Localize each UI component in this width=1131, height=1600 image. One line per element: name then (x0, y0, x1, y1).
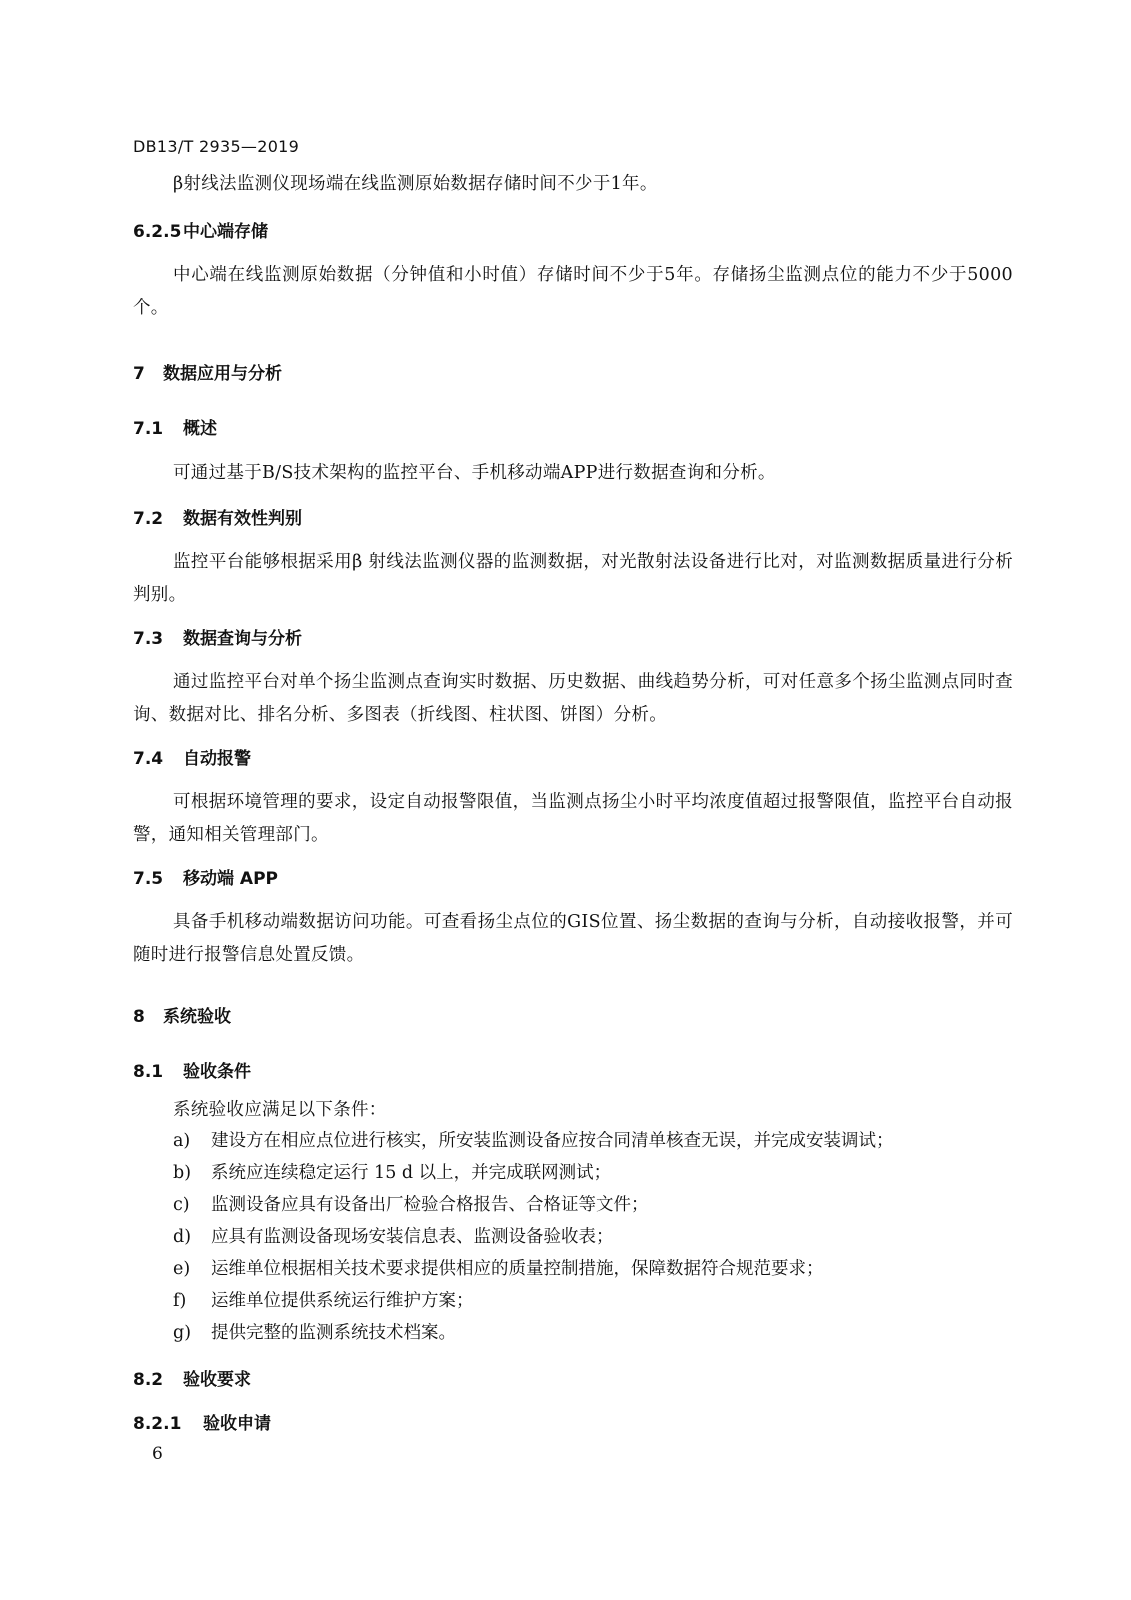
heading-6-2-5 (133, 217, 1013, 247)
paragraph-7-4: 可根据环境管理的要求，设定自动报警限值，当监测点扬尘小时平均浓度值超过报警限值，监控平台自动报警，通知相关管理部门。 (133, 792, 1013, 845)
heading-8-2-1 (133, 1409, 1013, 1439)
list-item (133, 1125, 1013, 1157)
heading-number: 7.2 (133, 509, 164, 529)
list-item (133, 1189, 1013, 1221)
list-item (133, 1317, 1013, 1349)
heading-7-5 (133, 864, 1013, 894)
heading-title: 中心端存储 (183, 222, 268, 242)
paragraph-7-3: 通过监控平台对单个扬尘监测点查询实时数据、历史数据、曲线趋势分析，可对任意多个扬尘监测点同时查询、数据对比、排名分析、多图表（折线图、柱状图、饼图）分析。 (133, 672, 1013, 725)
list-marker: f) (173, 1291, 187, 1311)
heading-8-1 (133, 1057, 1013, 1087)
list-text: 运维单位根据相关技术要求提供相应的质量控制措施，保障数据符合规范要求； (211, 1259, 824, 1279)
heading-number: 8 (133, 1007, 145, 1027)
list-marker: g) (173, 1323, 192, 1343)
paragraph-7-1: 可通过基于B/S技术架构的监控平台、手机移动端APP进行数据查询和分析。 (173, 463, 776, 483)
heading-number: 8.2 (133, 1370, 164, 1390)
heading-7-3 (133, 624, 1013, 654)
heading-title: 系统验收 (163, 1007, 231, 1027)
paragraph-center-storage: 中心端在线监测原始数据（分钟值和小时值）存储时间不少于5年。存储扬尘监测点位的能力不少于5000个。 (133, 265, 1013, 318)
heading-7-4 (133, 744, 1013, 774)
heading-number: 8.2.1 (133, 1414, 182, 1434)
heading-number: 7 (133, 364, 145, 384)
heading-title: 数据有效性判别 (183, 509, 302, 529)
paragraph-7-5: 具备手机移动端数据访问功能。可查看扬尘点位的GIS位置、扬尘数据的查询与分析，自动接收报警，并可随时进行报警信息处置反馈。 (133, 912, 1013, 965)
heading-title: 自动报警 (183, 749, 251, 769)
list-text: 运维单位提供系统运行维护方案； (211, 1291, 474, 1311)
heading-title: 验收要求 (183, 1370, 251, 1390)
document-body (133, 168, 1013, 1439)
list-text: 应具有监测设备现场安装信息表、监测设备验收表； (211, 1227, 614, 1247)
list-text: 提供完整的监测系统技术档案。 (211, 1323, 456, 1343)
list-marker: e) (173, 1259, 191, 1279)
heading-title: 验收申请 (203, 1414, 271, 1434)
heading-number: 8.1 (133, 1062, 164, 1082)
heading-title: 验收条件 (183, 1062, 251, 1082)
paragraph-7-2: 监控平台能够根据采用β 射线法监测仪器的监测数据，对光散射法设备进行比对，对监测数据质量进行分析判别。 (133, 552, 1013, 605)
list-marker: c) (173, 1195, 190, 1215)
list-item (133, 1221, 1013, 1253)
list-marker: d) (173, 1227, 192, 1247)
heading-title: 数据应用与分析 (163, 364, 282, 384)
heading-number: 7.1 (133, 419, 164, 439)
heading-chapter-7 (133, 359, 1013, 389)
heading-8-2 (133, 1365, 1013, 1395)
heading-chapter-8 (133, 1002, 1013, 1032)
list-marker: b) (173, 1163, 192, 1183)
list-marker: a) (173, 1131, 191, 1151)
heading-title: 移动端 APP (183, 869, 278, 889)
page-number: 6 (152, 1444, 163, 1464)
list-item (133, 1157, 1013, 1189)
list-text: 系统应连续稳定运行 15 d 以上，并完成联网测试； (211, 1163, 612, 1183)
paragraph-8-1-intro: 系统验收应满足以下条件： (173, 1100, 387, 1120)
heading-number: 7.4 (133, 749, 164, 769)
list-item (133, 1253, 1013, 1285)
heading-7-1 (133, 414, 1013, 444)
heading-7-2 (133, 504, 1013, 534)
heading-number: 7.5 (133, 869, 164, 889)
list-text: 建设方在相应点位进行核实，所安装监测设备应按合同清单核查无误，并完成安装调试； (211, 1131, 894, 1151)
paragraph-beta-storage: β射线法监测仪现场端在线监测原始数据存储时间不少于1年。 (173, 174, 658, 194)
heading-number: 7.3 (133, 629, 164, 649)
list-item (133, 1285, 1013, 1317)
heading-title: 概述 (183, 419, 217, 439)
acceptance-conditions-list (133, 1125, 1013, 1349)
heading-number: 6.2.5 (133, 222, 182, 242)
heading-title: 数据查询与分析 (183, 629, 302, 649)
list-text: 监测设备应具有设备出厂检验合格报告、合格证等文件； (211, 1195, 649, 1215)
document-code: DB13/T 2935—2019 (133, 137, 300, 156)
